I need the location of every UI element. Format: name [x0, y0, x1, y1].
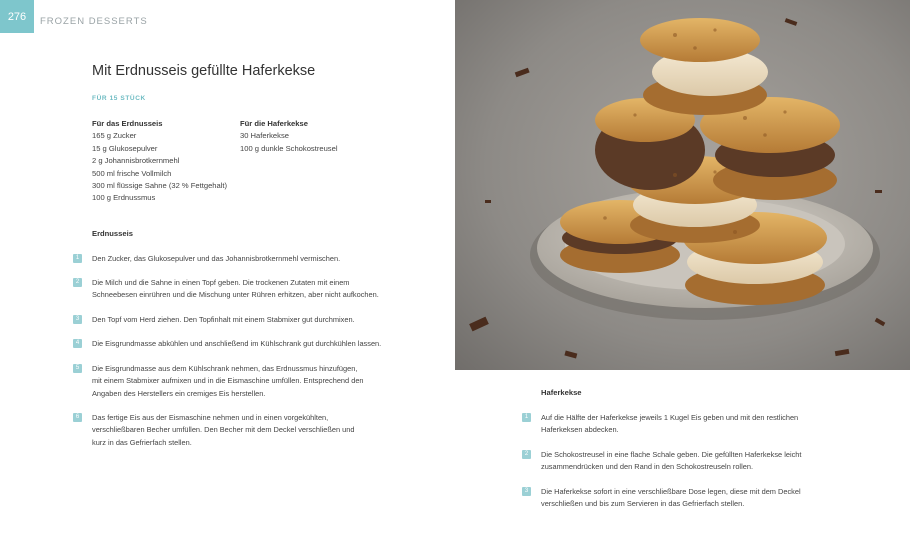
- step-text-line: Den Zucker, das Glukosepulver und das Johannisbrotkernmehl vermischen.: [92, 254, 341, 263]
- ingredient-group-heading: Für die Haferkekse: [240, 119, 308, 128]
- ingredient-group-ice-cream: [92, 118, 237, 205]
- section-header: FROZEN DESSERTS: [40, 16, 148, 27]
- ingredient-item: 2 g Johannisbrotkernmehl: [92, 156, 180, 166]
- step-text-line: verschließen und bis zum Servieren in das Gefrierfach stellen.: [541, 499, 745, 509]
- steps-heading-ice-cream: Erdnusseis: [92, 229, 133, 238]
- step-text-line: zusammendrücken und den Rand in den Schokostreuseln rollen.: [541, 462, 753, 472]
- step-text-line: Die Eisgrundmasse abkühlen und anschließend im Kühlschrank gut durchkühlen lassen.: [92, 339, 382, 348]
- step-text-line: verschließbaren Becher umfüllen. Den Becher mit dem Deckel verschließen und: [92, 425, 355, 435]
- recipe-photo: [455, 0, 910, 370]
- step-number-badge: 5: [73, 364, 82, 373]
- step-text-line: Die Schokostreusel in eine flache Schale geben. Die gefüllten Haferkekse leicht: [541, 450, 802, 459]
- step-text-line: Die Eisgrundmasse aus dem Kühlschrank nehmen, das Erdnussmus hinzufügen,: [92, 364, 358, 373]
- step-number-badge: 2: [73, 278, 82, 287]
- ingredient-item: 100 g dunkle Schokostreusel: [240, 143, 338, 153]
- ingredient-item: 15 g Glukosepulver: [92, 143, 158, 153]
- step-text-line: mit einem Stabmixer aufmixen und in die Eismaschine umfüllen. Entsprechend den: [92, 376, 364, 386]
- step-number-badge: 6: [73, 413, 82, 422]
- step-text-line: kurz in das Gefrierfach stellen.: [92, 437, 192, 447]
- step-number-badge: 3: [522, 487, 531, 496]
- page-number-tab: [0, 0, 34, 33]
- step-text-line: Angaben des Herstellers ein cremiges Eis herstellen.: [92, 388, 266, 398]
- step-number-badge: 4: [73, 339, 82, 348]
- step-number-badge: 1: [522, 413, 531, 422]
- ingredient-item: 500 ml frische Vollmilch: [92, 168, 172, 178]
- ingredient-item: 100 g Erdnussmus: [92, 193, 156, 203]
- cookie-sandwich-photo: [455, 0, 910, 370]
- step-text-line: Die Haferkekse sofort in eine verschließbare Dose legen, diese mit dem Deckel: [541, 487, 801, 496]
- ingredient-item: 165 g Zucker: [92, 131, 137, 141]
- step-text-line: Das fertige Eis aus der Eismaschine nehmen und in einen vorgekühlten,: [92, 413, 329, 422]
- step-text-line: Schneebesen einrühren und die Mischung unter Rühren erhitzen, aber nicht aufkochen.: [92, 290, 379, 300]
- step-text-line: Den Topf vom Herd ziehen. Den Topfinhalt mit einem Stabmixer gut durchmixen.: [92, 315, 355, 324]
- ingredient-item: 30 Haferkekse: [240, 131, 289, 141]
- step-text-line: Die Milch und die Sahne in einen Topf geben. Die trockenen Zutaten mit einem: [92, 278, 350, 287]
- page-number: 276: [7, 10, 27, 23]
- ingredient-item: 300 ml flüssige Sahne (32 % Fettgehalt): [92, 181, 228, 191]
- steps-heading-cookies: Haferkekse: [541, 388, 582, 397]
- recipe-title: Mit Erdnusseis gefüllte Haferkekse: [92, 63, 316, 79]
- recipe-yield: FÜR 15 STÜCK: [92, 95, 146, 102]
- step-number-badge: 2: [522, 450, 531, 459]
- ingredient-group-heading: Für das Erdnusseis: [92, 119, 163, 128]
- step-text-line: Haferkeksen abdecken.: [541, 425, 619, 435]
- step-number-badge: 1: [73, 254, 82, 263]
- step-number-badge: 3: [73, 315, 82, 324]
- step-text-line: Auf die Hälfte der Haferkekse jeweils 1 Kugel Eis geben und mit den restlichen: [541, 413, 799, 422]
- ingredient-group-cookies: [240, 118, 370, 155]
